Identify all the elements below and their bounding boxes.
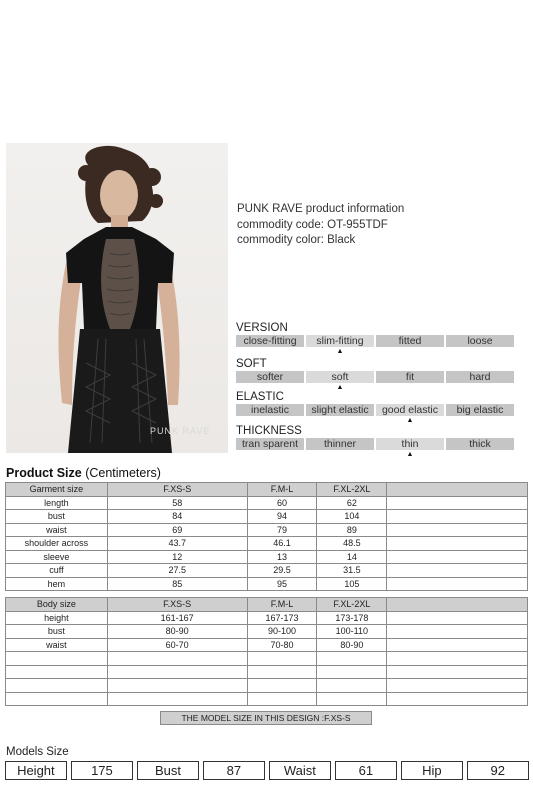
table-cell (107, 665, 247, 679)
models-waist-label: Waist (269, 761, 331, 780)
models-size-table (1, 761, 533, 780)
table-row (6, 692, 528, 706)
table-row (5, 761, 529, 780)
table-header-cell: F.XS-S (107, 483, 247, 497)
table-cell: bust (6, 625, 108, 639)
table-row (6, 577, 528, 591)
table-cell (387, 510, 528, 524)
table-cell (387, 652, 528, 666)
table-cell: 89 (317, 523, 387, 537)
model-illustration (6, 143, 228, 453)
table-cell: 46.1 (247, 537, 317, 551)
table-cell (387, 496, 528, 510)
table-cell (247, 652, 317, 666)
table-cell: 80-90 (107, 625, 247, 639)
table-cell: 60-70 (107, 638, 247, 652)
table-cell (107, 679, 247, 693)
scale-elastic (236, 391, 516, 425)
table-cell: 95 (247, 577, 317, 591)
table-row (6, 665, 528, 679)
table-header-cell: F.XL-2XL (317, 598, 387, 612)
models-height-label: Height (5, 761, 67, 780)
table-cell (6, 679, 108, 693)
table-cell: 70-80 (247, 638, 317, 652)
table-header-cell: Body size (6, 598, 108, 612)
table-cell: 173-178 (317, 611, 387, 625)
table-cell (387, 665, 528, 679)
table-cell: 27.5 (107, 564, 247, 578)
table-cell (317, 652, 387, 666)
table-cell: 12 (107, 550, 247, 564)
scale-option-selected: good elastic (376, 404, 444, 416)
table-header-cell: F.M-L (247, 483, 317, 497)
table-cell (317, 665, 387, 679)
scale-option: inelastic (236, 404, 304, 416)
scale-title: THICKNESS (236, 425, 302, 437)
table-cell: bust (6, 510, 108, 524)
scale-option: hard (446, 371, 514, 383)
table-cell (387, 625, 528, 639)
table-cell: 79 (247, 523, 317, 537)
scale-option: loose (446, 335, 514, 347)
table-cell: 84 (107, 510, 247, 524)
table-header-cell (387, 598, 528, 612)
selection-marker-icon: ▲ (406, 417, 414, 424)
photo-watermark: PUNK RAVE (150, 426, 211, 436)
table-cell: 94 (247, 510, 317, 524)
product-size-unit: (Centimeters) (85, 466, 161, 480)
models-height-value: 175 (71, 761, 133, 780)
models-hip-label: Hip (401, 761, 462, 780)
garment-size-table (5, 482, 528, 591)
scale-option: fit (376, 371, 444, 383)
table-cell: 14 (317, 550, 387, 564)
table-cell: 62 (317, 496, 387, 510)
scale-option: tran sparent (236, 438, 304, 450)
table-cell: 43.7 (107, 537, 247, 551)
table-cell: length (6, 496, 108, 510)
table-cell (6, 692, 108, 706)
table-row (6, 679, 528, 693)
scale-option-selected: thin (376, 438, 444, 450)
table-cell: 29.5 (247, 564, 317, 578)
scale-option-selected: slim-fitting (306, 335, 374, 347)
table-cell (6, 652, 108, 666)
brand-line: PUNK RAVE product information (237, 203, 405, 215)
table-row (6, 550, 528, 564)
table-cell: height (6, 611, 108, 625)
table-cell: 161-167 (107, 611, 247, 625)
table-cell: shoulder across (6, 537, 108, 551)
table-cell (387, 550, 528, 564)
table-cell (107, 692, 247, 706)
scale-thickness (236, 425, 516, 459)
table-cell (387, 523, 528, 537)
scale-option: close-fitting (236, 335, 304, 347)
table-cell (107, 652, 247, 666)
table-cell: 13 (247, 550, 317, 564)
table-cell: 80-90 (317, 638, 387, 652)
table-cell: waist (6, 523, 108, 537)
scale-title: VERSION (236, 322, 288, 334)
table-cell: sleeve (6, 550, 108, 564)
scale-soft (236, 358, 516, 392)
table-row (6, 523, 528, 537)
scale-option: thick (446, 438, 514, 450)
commodity-code: commodity code: OT-955TDF (237, 218, 388, 231)
product-photo (6, 143, 228, 453)
table-cell (247, 692, 317, 706)
table-header-cell: F.M-L (247, 598, 317, 612)
table-cell (247, 679, 317, 693)
selection-marker-icon: ▲ (336, 348, 344, 355)
table-cell: 48.5 (317, 537, 387, 551)
model-size-note: THE MODEL SIZE IN THIS DESIGN :F.XS-S (160, 711, 372, 725)
table-cell: 105 (317, 577, 387, 591)
table-cell: waist (6, 638, 108, 652)
table-cell: 167-173 (247, 611, 317, 625)
table-cell (387, 611, 528, 625)
table-row (6, 625, 528, 639)
scale-option-selected: soft (306, 371, 374, 383)
table-row (6, 496, 528, 510)
table-cell (387, 564, 528, 578)
table-header-cell: F.XL-2XL (317, 483, 387, 497)
table-cell (6, 665, 108, 679)
table-row (6, 537, 528, 551)
product-size-heading: Product Size (6, 466, 82, 480)
table-cell (247, 665, 317, 679)
table-header-row (6, 598, 528, 612)
table-cell (317, 679, 387, 693)
scale-option: thinner (306, 438, 374, 450)
table-cell: 90-100 (247, 625, 317, 639)
scale-option: softer (236, 371, 304, 383)
selection-marker-icon: ▲ (406, 451, 414, 458)
models-waist-value: 61 (335, 761, 397, 780)
table-cell (387, 537, 528, 551)
table-header-row (6, 483, 528, 497)
table-header-cell: F.XS-S (107, 598, 247, 612)
models-hip-value: 92 (467, 761, 529, 780)
table-row (6, 652, 528, 666)
table-cell (387, 679, 528, 693)
table-cell: 31.5 (317, 564, 387, 578)
commodity-color: commodity color: Black (237, 234, 356, 246)
scale-version (236, 322, 516, 356)
product-size-title (6, 466, 161, 480)
models-bust-label: Bust (137, 761, 199, 780)
table-header-cell: Garment size (6, 483, 108, 497)
table-row (6, 564, 528, 578)
table-cell: 60 (247, 496, 317, 510)
table-cell: 104 (317, 510, 387, 524)
table-row (6, 611, 528, 625)
table-cell: 58 (107, 496, 247, 510)
table-cell: 69 (107, 523, 247, 537)
scale-option: slight elastic (306, 404, 374, 416)
scale-option: big elastic (446, 404, 514, 416)
table-header-cell (387, 483, 528, 497)
models-bust-value: 87 (203, 761, 265, 780)
product-info (237, 202, 404, 249)
scale-title: ELASTIC (236, 391, 284, 403)
table-cell: 100-110 (317, 625, 387, 639)
table-cell (317, 692, 387, 706)
table-cell (387, 692, 528, 706)
table-row (6, 638, 528, 652)
selection-marker-icon: ▲ (336, 384, 344, 391)
table-cell: hem (6, 577, 108, 591)
table-row (6, 510, 528, 524)
scale-option: fitted (376, 335, 444, 347)
table-cell: 85 (107, 577, 247, 591)
table-cell (387, 577, 528, 591)
table-cell: cuff (6, 564, 108, 578)
table-cell (387, 638, 528, 652)
scale-title: SOFT (236, 358, 267, 370)
body-size-table (5, 597, 528, 706)
models-size-title: Models Size (6, 746, 69, 758)
